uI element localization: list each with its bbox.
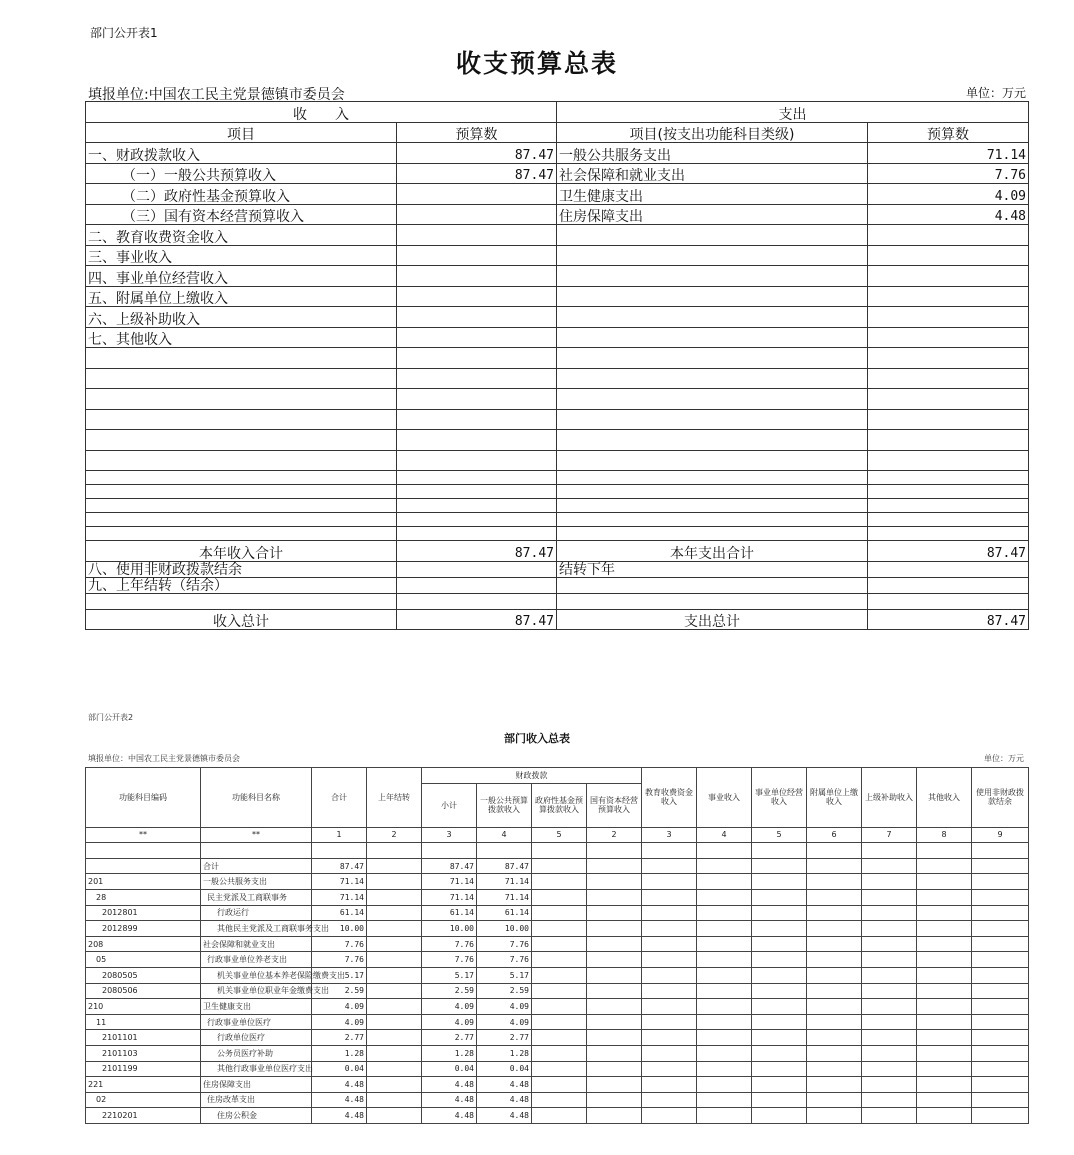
hdr-sup: 上级补助收入 <box>862 768 917 828</box>
carry-forward-label: 结转下年 <box>557 561 868 577</box>
subtotal-value: 7.76 <box>422 952 477 968</box>
subtotal-value: 71.14 <box>422 889 477 905</box>
column-number: ** <box>201 827 312 843</box>
hdr-edu: 教育收费资金收入 <box>642 768 697 828</box>
hdr-code: 功能科目编码 <box>86 768 201 828</box>
form-code-2: 部门公开表2 <box>88 713 134 722</box>
grand-income-value: 87.47 <box>397 609 557 630</box>
blank-row <box>86 513 1029 527</box>
income-row <box>86 1108 1029 1124</box>
general-budget-value: 5.17 <box>477 967 532 983</box>
column-number: 9 <box>972 827 1029 843</box>
income-amount <box>397 286 557 307</box>
income-row <box>86 905 1029 921</box>
subtotal-value: 4.09 <box>422 1014 477 1030</box>
budget-row <box>86 184 1029 205</box>
subtotal-value: 87.47 <box>422 858 477 874</box>
subtotal-value: 2.77 <box>422 1030 477 1046</box>
blank-row <box>86 485 1029 499</box>
expense-total-label: 本年支出合计 <box>557 541 868 562</box>
function-code: 2012801 <box>86 905 201 921</box>
blank-row <box>86 389 1029 410</box>
column-number: 5 <box>752 827 807 843</box>
budget-row <box>86 225 1029 246</box>
general-budget-value: 4.48 <box>477 1077 532 1093</box>
expense-amount-header: 预算数 <box>868 122 1029 143</box>
income-item: 七、其他收入 <box>86 327 397 348</box>
income-amount <box>397 204 557 225</box>
column-number: 6 <box>807 827 862 843</box>
function-code: 2080505 <box>86 967 201 983</box>
subtotal-value: 0.04 <box>422 1061 477 1077</box>
prior-year-label: 九、上年结转（结余） <box>86 577 397 593</box>
reporting-unit-1: 填报单位:中国农工民主党景德镇市委员会 <box>88 87 345 103</box>
expense-amount <box>868 327 1029 348</box>
expense-amount <box>868 245 1029 266</box>
total-value: 7.76 <box>312 936 367 952</box>
income-row <box>86 967 1029 983</box>
total-value: 2.59 <box>312 983 367 999</box>
income-item: 一、财政拨款收入 <box>86 143 397 164</box>
total-value: 71.14 <box>312 874 367 890</box>
blank-row <box>86 499 1029 513</box>
income-row <box>86 1014 1029 1030</box>
function-code: 05 <box>86 952 201 968</box>
function-name: 行政事业单位医疗 <box>201 1014 312 1030</box>
header-spacer-row <box>86 843 1029 859</box>
column-number: 7 <box>862 827 917 843</box>
income-item: （三）国有资本经营预算收入 <box>86 204 397 225</box>
department-income-table <box>85 767 1029 1124</box>
expense-item: 卫生健康支出 <box>557 184 868 205</box>
function-code: 2012899 <box>86 921 201 937</box>
grand-expense-label: 支出总计 <box>557 609 868 630</box>
income-row <box>86 1045 1029 1061</box>
general-budget-value: 1.28 <box>477 1045 532 1061</box>
income-total-value: 87.47 <box>397 541 557 562</box>
hdr-subtotal: 小计 <box>422 783 477 827</box>
function-name: 机关事业单位职业年金缴费支出 <box>201 983 312 999</box>
hdr-affil: 附属单位上缴收入 <box>807 768 862 828</box>
function-name: 机关事业单位基本养老保险缴费支出 <box>201 967 312 983</box>
function-code: 2101101 <box>86 1030 201 1046</box>
income-row <box>86 1030 1029 1046</box>
blank-row <box>86 409 1029 430</box>
general-budget-value: 61.14 <box>477 905 532 921</box>
function-name: 住房保障支出 <box>201 1077 312 1093</box>
column-number: 3 <box>422 827 477 843</box>
expense-total-value: 87.47 <box>868 541 1029 562</box>
function-name: 行政单位医疗 <box>201 1030 312 1046</box>
non-fiscal-row <box>86 561 1029 577</box>
total-value: 4.09 <box>312 1014 367 1030</box>
expense-section-header: 支出 <box>557 102 1029 123</box>
income-amount <box>397 225 557 246</box>
grand-income-label: 收入总计 <box>86 609 397 630</box>
subtotal-value: 4.48 <box>422 1077 477 1093</box>
total-value: 61.14 <box>312 905 367 921</box>
function-name: 行政运行 <box>201 905 312 921</box>
year-total-row <box>86 541 1029 562</box>
subtotal-value: 7.76 <box>422 936 477 952</box>
expense-amount: 4.48 <box>868 204 1029 225</box>
hdr-prev: 上年结转 <box>367 768 422 828</box>
column-number: 2 <box>587 827 642 843</box>
total-value: 10.00 <box>312 921 367 937</box>
column-number: 8 <box>917 827 972 843</box>
income-row <box>86 889 1029 905</box>
income-row <box>86 858 1029 874</box>
column-number: 3 <box>642 827 697 843</box>
function-name: 住房改革支出 <box>201 1092 312 1108</box>
function-code: 2210201 <box>86 1108 201 1124</box>
grand-total-row <box>86 609 1029 630</box>
income-amount <box>397 307 557 328</box>
income-item: 三、事业收入 <box>86 245 397 266</box>
general-budget-value: 0.04 <box>477 1061 532 1077</box>
total-value: 1.28 <box>312 1045 367 1061</box>
function-code: 201 <box>86 874 201 890</box>
total-value: 7.76 <box>312 952 367 968</box>
total-value: 87.47 <box>312 858 367 874</box>
hdr-other: 其他收入 <box>917 768 972 828</box>
currency-unit-1: 单位：万元 <box>965 86 1026 100</box>
function-code: 210 <box>86 999 201 1015</box>
hdr-fund: 政府性基金预算拨款收入 <box>532 783 587 827</box>
expense-item <box>557 327 868 348</box>
total-value: 0.04 <box>312 1061 367 1077</box>
function-name: 合计 <box>201 858 312 874</box>
budget-row <box>86 266 1029 287</box>
column-number: ** <box>86 827 201 843</box>
general-budget-value: 7.76 <box>477 952 532 968</box>
total-value: 71.14 <box>312 889 367 905</box>
function-code: 11 <box>86 1014 201 1030</box>
expense-item <box>557 266 868 287</box>
budget-row <box>86 245 1029 266</box>
expense-amount: 4.09 <box>868 184 1029 205</box>
reporting-unit-2: 填报单位：中国农工民主党景德镇市委员会 <box>88 754 240 763</box>
general-budget-value: 2.77 <box>477 1030 532 1046</box>
subtotal-value: 10.00 <box>422 921 477 937</box>
expense-item: 一般公共服务支出 <box>557 143 868 164</box>
function-code: 2101103 <box>86 1045 201 1061</box>
hdr-state: 国有资本经营预算收入 <box>587 783 642 827</box>
income-row <box>86 1061 1029 1077</box>
expense-item-header: 项目(按支出功能科目类级) <box>557 122 868 143</box>
income-amount <box>397 327 557 348</box>
blank-row <box>86 450 1029 471</box>
expense-amount: 7.76 <box>868 163 1029 184</box>
budget-row <box>86 286 1029 307</box>
budget-summary-table <box>85 101 1029 630</box>
income-amount-header: 预算数 <box>397 122 557 143</box>
prior-year-row <box>86 577 1029 593</box>
income-amount <box>397 184 557 205</box>
income-row <box>86 1092 1029 1108</box>
column-number: 4 <box>697 827 752 843</box>
income-item: （一）一般公共预算收入 <box>86 163 397 184</box>
spacer-row <box>86 593 1029 609</box>
function-name: 卫生健康支出 <box>201 999 312 1015</box>
general-budget-value: 4.09 <box>477 999 532 1015</box>
function-name: 住房公积金 <box>201 1108 312 1124</box>
subtotal-value: 4.48 <box>422 1092 477 1108</box>
column-number-row <box>86 827 1029 843</box>
budget-row <box>86 163 1029 184</box>
column-number: 2 <box>367 827 422 843</box>
total-value: 2.77 <box>312 1030 367 1046</box>
form-code-1: 部门公开表1 <box>90 26 158 40</box>
expense-item: 住房保障支出 <box>557 204 868 225</box>
expense-item <box>557 307 868 328</box>
blank-row <box>86 527 1029 541</box>
page-title-budget-summary: 收支预算总表 <box>455 49 618 78</box>
function-code <box>86 858 201 874</box>
subtotal-value: 71.14 <box>422 874 477 890</box>
income-item: （二）政府性基金预算收入 <box>86 184 397 205</box>
function-code: 02 <box>86 1092 201 1108</box>
income-section-header: 收 入 <box>86 102 557 123</box>
income-item-header: 项目 <box>86 122 397 143</box>
function-code: 221 <box>86 1077 201 1093</box>
general-budget-value: 4.48 <box>477 1092 532 1108</box>
column-number: 4 <box>477 827 532 843</box>
subtotal-value: 1.28 <box>422 1045 477 1061</box>
general-budget-value: 87.47 <box>477 858 532 874</box>
general-budget-value: 2.59 <box>477 983 532 999</box>
total-value: 4.48 <box>312 1077 367 1093</box>
expense-item <box>557 225 868 246</box>
income-amount: 87.47 <box>397 163 557 184</box>
general-budget-value: 4.09 <box>477 1014 532 1030</box>
expense-amount <box>868 225 1029 246</box>
expense-amount: 71.14 <box>868 143 1029 164</box>
currency-unit-2: 单位：万元 <box>984 754 1024 763</box>
function-code: 2080506 <box>86 983 201 999</box>
income-item: 六、上级补助收入 <box>86 307 397 328</box>
function-code: 28 <box>86 889 201 905</box>
hdr-biz: 事业收入 <box>697 768 752 828</box>
function-name: 其他行政事业单位医疗支出 <box>201 1061 312 1077</box>
income-item: 二、教育收费资金收入 <box>86 225 397 246</box>
function-name: 其他民主党派及工商联事务支出 <box>201 921 312 937</box>
general-budget-value: 71.14 <box>477 889 532 905</box>
hdr-total: 合计 <box>312 768 367 828</box>
general-budget-value: 71.14 <box>477 874 532 890</box>
expense-item <box>557 245 868 266</box>
income-row <box>86 936 1029 952</box>
general-budget-value: 7.76 <box>477 936 532 952</box>
budget-row <box>86 327 1029 348</box>
hdr-name: 功能科目名称 <box>201 768 312 828</box>
income-row <box>86 999 1029 1015</box>
subtotal-value: 61.14 <box>422 905 477 921</box>
column-number: 1 <box>312 827 367 843</box>
expense-amount <box>868 286 1029 307</box>
expense-amount <box>868 266 1029 287</box>
total-value: 5.17 <box>312 967 367 983</box>
blank-row <box>86 430 1029 451</box>
blank-row <box>86 471 1029 485</box>
income-row <box>86 921 1029 937</box>
income-row <box>86 874 1029 890</box>
subtotal-value: 4.48 <box>422 1108 477 1124</box>
function-name: 公务员医疗补助 <box>201 1045 312 1061</box>
budget-row <box>86 143 1029 164</box>
total-value: 4.48 <box>312 1092 367 1108</box>
total-value: 4.48 <box>312 1108 367 1124</box>
subtotal-value: 4.09 <box>422 999 477 1015</box>
income-amount <box>397 245 557 266</box>
blank-row <box>86 348 1029 369</box>
income-item: 四、事业单位经营收入 <box>86 266 397 287</box>
page-title-income-summary: 部门收入总表 <box>504 732 570 745</box>
function-code: 208 <box>86 936 201 952</box>
expense-item: 社会保障和就业支出 <box>557 163 868 184</box>
hdr-fiscal: 财政拨款 <box>422 768 642 784</box>
hdr-general: 一般公共预算拨款收入 <box>477 783 532 827</box>
income-item: 五、附属单位上缴收入 <box>86 286 397 307</box>
function-name: 一般公共服务支出 <box>201 874 312 890</box>
function-code: 2101199 <box>86 1061 201 1077</box>
income-row <box>86 983 1029 999</box>
budget-row <box>86 204 1029 225</box>
subtotal-value: 2.59 <box>422 983 477 999</box>
column-number: 5 <box>532 827 587 843</box>
income-amount: 87.47 <box>397 143 557 164</box>
income-row <box>86 1077 1029 1093</box>
income-row <box>86 952 1029 968</box>
income-amount <box>397 266 557 287</box>
total-value: 4.09 <box>312 999 367 1015</box>
blank-row <box>86 368 1029 389</box>
function-name: 民主党派及工商联事务 <box>201 889 312 905</box>
budget-row <box>86 307 1029 328</box>
non-fiscal-label: 八、使用非财政拨款结余 <box>86 561 397 577</box>
grand-expense-value: 87.47 <box>868 609 1029 630</box>
general-budget-value: 10.00 <box>477 921 532 937</box>
function-name: 社会保障和就业支出 <box>201 936 312 952</box>
expense-item <box>557 286 868 307</box>
general-budget-value: 4.48 <box>477 1108 532 1124</box>
hdr-nonfiscal: 使用非财政拨款结余 <box>972 768 1029 828</box>
function-name: 行政事业单位养老支出 <box>201 952 312 968</box>
subtotal-value: 5.17 <box>422 967 477 983</box>
income-total-label: 本年收入合计 <box>86 541 397 562</box>
hdr-biz-op: 事业单位经营收入 <box>752 768 807 828</box>
expense-amount <box>868 307 1029 328</box>
